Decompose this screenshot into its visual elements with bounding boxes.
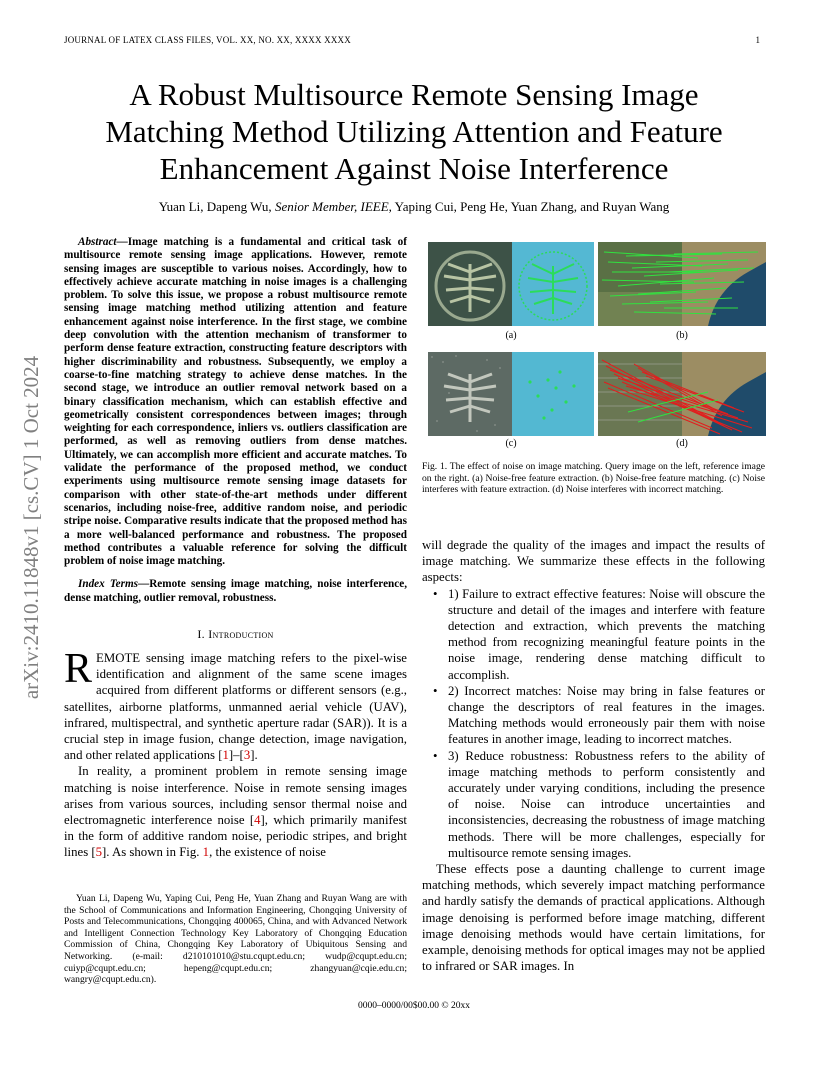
panel-b-image [598,242,766,326]
text-run: , the existence of noise [209,845,326,860]
author-membership: Senior Member, IEEE, [274,199,392,214]
intro-paragraph-1 [64,646,407,763]
citation-link[interactable]: 4 [254,813,261,828]
figure-label-d: (d) [676,438,688,449]
paper-title [40,76,788,187]
arxiv-id[interactable]: arXiv:2410.11848v1 [cs.CV] 1 Oct 2024 [19,355,44,699]
panel-d-image [598,352,766,436]
text-run: sensing image matching refers to the pixel-wise identification and alignment of the same scene images acquired from different platforms or different sensors (e.g., satellites, airborne platforms, unmanned aerial vehicle (UAV), infrared, multispectral, and synthetic aperture radar (SAR)). It is a crucial step in image fusion, change detection, image navigation, and other related applications [ [64,651,407,763]
text-run: ]. [250,748,258,763]
figure-link[interactable]: 1 [202,845,210,860]
list-item [422,586,765,683]
author-footnote: Yuan Li, Dapeng Wu, Yaping Cui, Peng He, Yuan Zhang and Ruyan Wang are with the School of Communications and Information Engineering, Chongqing University of Posts and Telecommunications, Chongqing 400065, China, and with Advanced Network and Intelligent Connection Technology Key Laboratory of Chongqing Education Commission of China, Chongqing Key Laboratory of Ubiquitous Sensing and Networking. (e-mail: d210101010@stu.cqupt.edu.cn; wudp@cqupt.edu.cn; cuiyp@cqupt.edu.cn; hepeng@cqupt.edu.cn; zhangyuan@cqie.edu.cn; wangry@cqupt.edu.cn). [64,893,407,986]
section-numeral: I. [197,627,209,642]
panel-c-image [428,352,594,436]
title-line: Matching Method Utilizing Attention and Feature [105,114,723,149]
drop-cap-rest: EMOTE [96,651,141,666]
authors-part: Yaping Cui, Peng He, Yuan Zhang, and Ruyan Wang [391,199,670,214]
list-item-text: 2) Incorrect matches: Noise may bring in false features or change the descriptors of real features in the images. Matching methods would erroneously pair them with noise features in another image, leading to incorrect matches. [448,683,765,747]
title-line: A Robust Multisource Remote Sensing Image [129,77,699,112]
list-item [422,683,765,748]
body-paragraph: These effects pose a daunting challenge to current image matching methods, which severely impact matching performance and hardly satisfy the demands of practical applications. Although image denoising is performed before image matching, different image denoising methods would have certain limitations, for example, denoising methods for optical images may not be applied to infrared or SAR images. In [422,862,765,974]
text-run: In reality, a prominent problem in remote sensing image matching is noise interference. Noise in remote sensing images arises from various sources, including sensor thermal noise and electromagnetic interference noise [ [64,764,407,828]
abstract-lead: Abstract [78,236,117,248]
bullet-icon: • [433,586,438,601]
text-run: ]–[ [228,748,244,763]
citation-link[interactable]: 1 [222,748,229,763]
figure-panel-a [428,242,594,326]
body-paragraph: will degrade the quality of the images and impact the results of image matching. We summarize these effects in the following aspects: [422,538,765,585]
running-head: JOURNAL OF LATEX CLASS FILES, VOL. XX, NO. XX, XXXX XXXX [64,35,351,45]
page-number: 1 [755,35,760,45]
left-column [64,236,407,861]
citation-link[interactable]: 5 [95,845,103,860]
arxiv-stamp [20,296,44,758]
text-run: ], which primarily manifest in the form of additive random noise, periodic stripes, and bright lines [ [64,813,407,860]
authors-part: Yuan Li, Dapeng Wu, [158,199,275,214]
panel-a-image [428,242,594,326]
figure-label-c: (c) [505,438,517,449]
bullet-icon: • [433,748,438,763]
list-item-text: 1) Failure to extract effective features: Noise will obscure the structure and detail of the images and interfere with feature detection and extraction, which prevents the matching method from recognizing meaningful feature points in the noise image, rendering dense matching difficult to accomplish. [448,586,765,682]
right-column-body [422,537,765,974]
figure-label-a: (a) [505,330,517,341]
abstract [64,236,407,568]
index-terms [64,578,407,605]
figure-label-b: (b) [676,330,688,341]
figure-panel-d [598,352,766,436]
figure-panel-c [428,352,594,436]
drop-cap: R [64,646,93,693]
list-item-text: 3) Reduce robustness: Robustness refers to the ability of image matching methods to perform consistently and accurately under varying conditions, including the presence of noise. Noise can introduce uncertainties and inconsistencies, decreasing the robustness of image matching methods. There will be more challenges, especially for multisource remote sensing images. [448,748,765,860]
index-terms-text: —Remote sensing image matching, noise interference, dense matching, outlier removal, robustness. [64,578,407,604]
section-title: Introduction [208,627,274,642]
page-footer: 0000–0000/00$00.00 © 20xx [358,1001,470,1011]
citation-link[interactable]: 3 [243,748,251,763]
index-terms-lead: Index Terms [78,578,139,591]
abstract-text: —Image matching is a fundamental and critical task of multisource remote sensing image applications. However, remote sensing images are susceptible to various noises. Accordingly, how to effectively achieve accurate matching in noise images is a challenging problem. To solve this issue, we propose a robust multisource remote sensing image matching method utilizing attention and feature enhancement against noise interference. In the first stage, we combine deep convolution with the attention mechanism of transformer to perform dense feature extraction, constructing feature descriptors with higher discriminability and robustness. Subsequently, we employ a coarse-to-fine matching strategy to achieve dense matches. In the second stage, we introduce an outlier removal network based on a binary classification mechanism, which can establish effective and geometrically consistent correspondences between images; through weighting for each correspondence, inliers vs. outliers classification are performed, as well as removing outliers from dense matches. Ultimately, we can accomplish more efficient and accurate matches. To validate the performance of the proposed method, we conduct experiments using multisource remote sensing image datasets for comparison with other state-of-the-art methods under different scenarios, including noise-free, additive random noise, and periodic stripe noise. Comparative results indicate that the proposed method has a more well-balanced performance and robustness. The proposed method contributes a valuable reference for solving the difficult problem of noise image matching. [64,236,407,568]
figure-caption: Fig. 1. The effect of noise on image matching. Query image on the left, reference image on the right. (a) Noise-free feature extraction. (b) Noise-free feature matching. (c) Noise interferes with feature extraction. (d) Noise interferes with incorrect matching. [422,461,765,495]
bullet-icon: • [433,683,438,698]
author-list [40,199,788,215]
figure-panel-b [598,242,766,326]
text-run: ]. As shown in Fig. [102,845,203,860]
noisy-feature-map [512,352,594,436]
effects-list [422,586,765,861]
figure-1 [428,242,766,452]
section-heading-introduction [64,627,407,642]
intro-paragraph-2 [64,763,407,860]
list-item [422,748,765,861]
title-line: Enhancement Against Noise Interference [159,151,669,186]
